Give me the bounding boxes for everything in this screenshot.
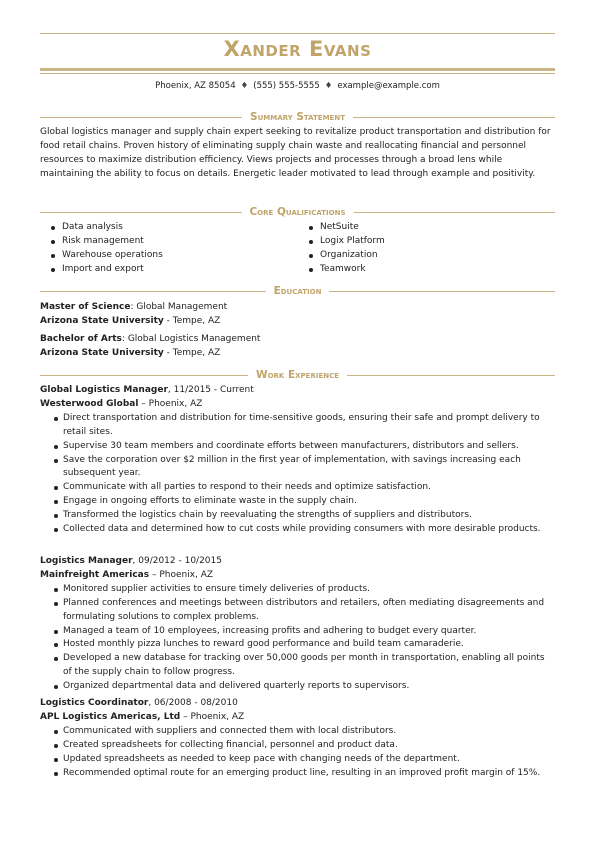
school-name: Arizona State University <box>40 348 164 358</box>
summary-heading <box>40 110 555 124</box>
job-bullet: Engage in ongoing efforts to eliminate waste in the supply chain. <box>52 495 555 509</box>
job-bullet: Planned conferences and meetings between distributors and retailers, often mediating disagreements and formulating solutions to complex problems. <box>52 597 555 625</box>
job-bullet: Created spreadsheets for collecting financial, personnel and product data. <box>52 739 555 753</box>
school-name: Arizona State University <box>40 316 164 326</box>
job-bullet: Recommended optimal route for an emerging product line, resulting in an improved profit margin of 15%. <box>52 767 555 781</box>
job-bullet: Transformed the logistics chain by reevaluating the strengths of suppliers and distributors. <box>52 509 555 523</box>
job-bullet: Managed a team of 10 employees, increasing profits and adhering to budget every quarter. <box>52 625 555 639</box>
school-location: - Tempe, AZ <box>163 316 221 326</box>
education-title: Education <box>273 285 322 297</box>
qualification-item: Organization <box>306 249 385 263</box>
job-bullet: Developed a new database for tracking over 50,000 goods per month in transportation, enabling all points of the supply chain to follow progress. <box>52 652 555 680</box>
education-entry <box>40 332 555 360</box>
summary-title: Summary Statement <box>250 111 345 123</box>
qualification-item: Logix Platform <box>306 235 385 249</box>
company-name: Mainfreight Americas <box>40 569 150 580</box>
degree-field: : Global Logistics Management <box>121 334 261 344</box>
contact-line <box>0 81 595 91</box>
job-title: Logistics Manager <box>40 556 133 566</box>
company-location: – Phoenix, AZ <box>149 569 214 580</box>
job-bullet: Updated spreadsheets as needed to keep pace with changing needs of the department. <box>52 753 555 767</box>
job-title: Logistics Coordinator <box>40 698 149 708</box>
qualification-item: Data analysis <box>48 221 306 235</box>
job-bullet: Communicated with suppliers and connected them with local distributors. <box>52 725 555 739</box>
diamond-separator-icon: ♦ <box>324 81 333 91</box>
job-entry <box>40 384 555 537</box>
company-name: APL Logistics Americas, Ltd <box>40 711 181 722</box>
qualifications-list <box>48 221 548 277</box>
top-rule <box>40 33 555 34</box>
qualification-item: Import and export <box>48 263 306 277</box>
job-bullet: Hosted monthly pizza lunches to reward good performance and build team camaraderie. <box>52 638 555 652</box>
degree-name: Master of Science <box>40 302 131 312</box>
qualifications-column-1 <box>48 221 306 277</box>
company-location: – Phoenix, AZ <box>180 711 245 722</box>
job-bullet: Collected data and determined how to cut costs while providing consumers with more desirable products. <box>52 523 555 537</box>
contact-email: example@example.com <box>337 81 440 91</box>
qualifications-column-2 <box>306 221 385 277</box>
job-bullet: Direct transportation and distribution for time-sensitive goods, ensuring their safe and prompt delivery to retail sites. <box>52 412 555 440</box>
contact-address: Phoenix, AZ 85054 <box>155 81 236 91</box>
job-bullet: Monitored supplier activities to ensure timely deliveries of products. <box>52 583 555 597</box>
job-dates: , 09/2012 - 10/2015 <box>132 556 222 566</box>
qualifications-title: Core Qualifications <box>249 206 346 218</box>
job-bullet: Save the corporation over $2 million in the first year of implementation, with savings increasing each subsequent year. <box>52 454 555 482</box>
job-bullet: Communicate with all parties to respond to their needs and optimize satisfaction. <box>52 481 555 495</box>
qualification-item: NetSuite <box>306 221 385 235</box>
qualifications-heading <box>40 205 555 219</box>
school-location: - Tempe, AZ <box>163 348 221 358</box>
job-bullets <box>40 412 555 537</box>
job-entry <box>40 697 555 780</box>
degree-name: Bachelor of Arts <box>40 334 122 344</box>
name-underline <box>40 68 555 71</box>
candidate-name: Xander Evans <box>223 37 372 61</box>
summary-text: Global logistics manager and supply chain expert seeking to revitalize product transportation and distribution for food retail chains. Proven history of eliminating supply chain waste and reallocating financial and personnel resources to maximize distribution efficiency. Views projects and processes through a broad lens while maintaining the ability to focus on details. Energetic leader motivated to lead through example and positivity. <box>40 127 551 179</box>
job-entry <box>40 555 555 694</box>
experience-title: Work Experience <box>255 369 340 381</box>
qualification-item: Risk management <box>48 235 306 249</box>
company-name: Westerwood Global <box>40 398 139 409</box>
contact-phone: (555) 555-5555 <box>253 81 320 91</box>
education-heading <box>40 284 555 298</box>
job-bullets <box>40 725 555 781</box>
job-bullet: Organized departmental data and delivered quarterly reports to supervisors. <box>52 680 555 694</box>
job-bullet: Supervise 30 team members and coordinate efforts between manufacturers, distributors and sellers. <box>52 440 555 454</box>
job-dates: , 11/2015 - Current <box>167 385 254 395</box>
education-entry <box>40 300 555 328</box>
name-underline-thin <box>40 73 555 74</box>
qualification-item: Warehouse operations <box>48 249 306 263</box>
job-dates: , 06/2008 - 08/2010 <box>148 698 238 708</box>
job-title: Global Logistics Manager <box>40 385 168 395</box>
diamond-separator-icon: ♦ <box>240 81 249 91</box>
degree-field: : Global Management <box>130 302 228 312</box>
job-bullets <box>40 583 555 694</box>
company-location: – Phoenix, AZ <box>138 398 203 409</box>
qualification-item: Teamwork <box>306 263 385 277</box>
experience-heading <box>40 368 555 382</box>
